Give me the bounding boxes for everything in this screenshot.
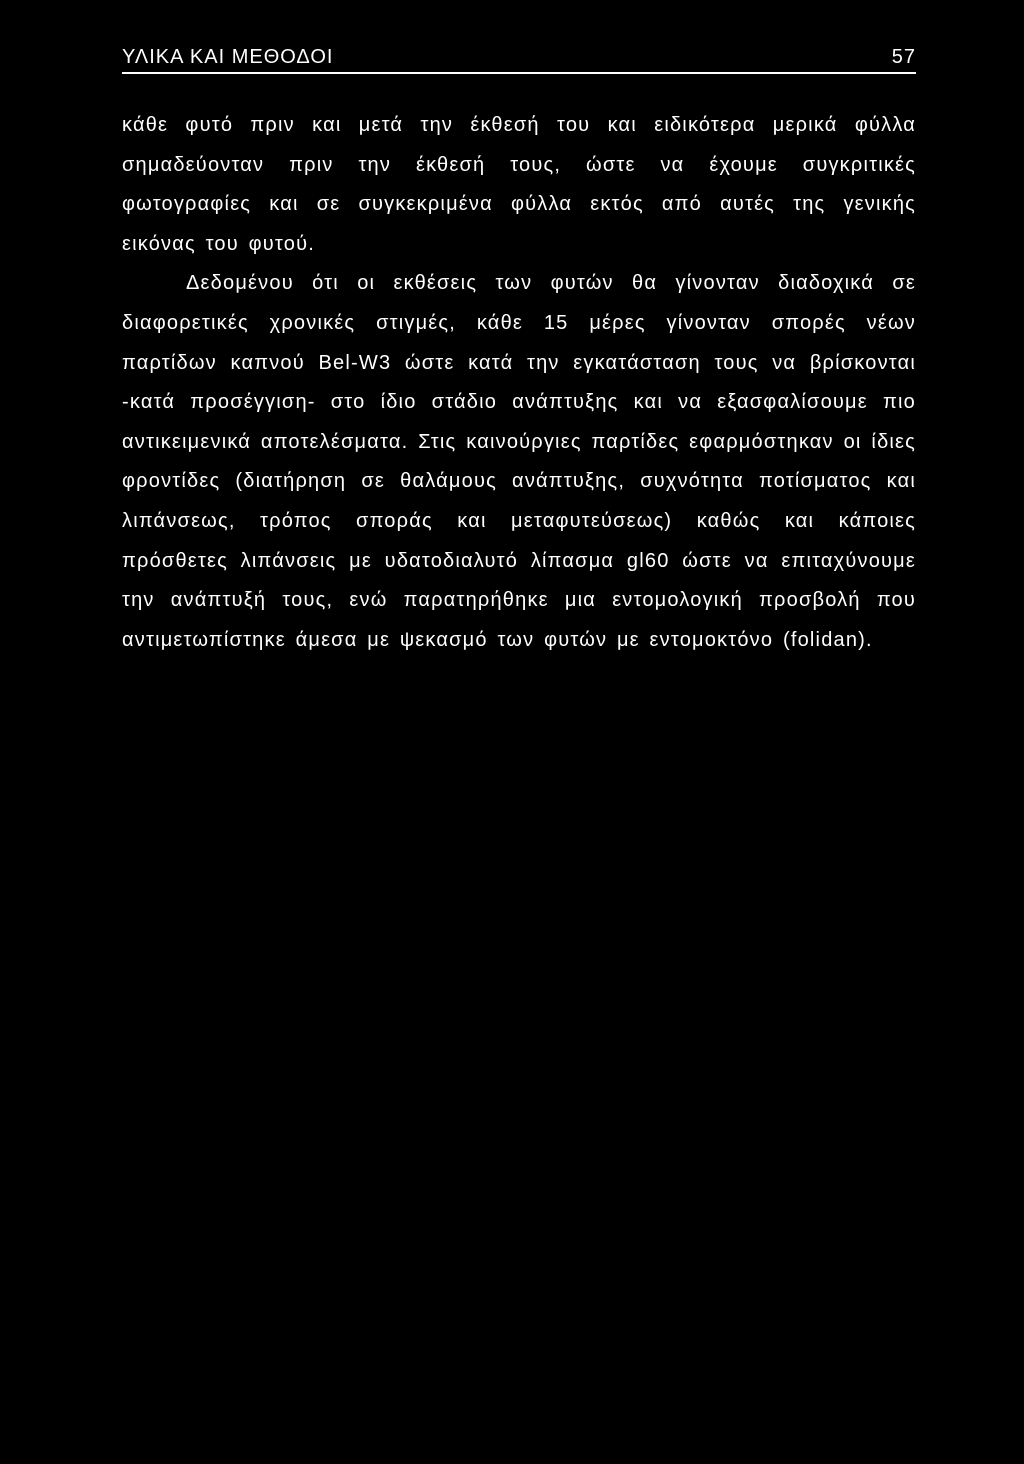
paragraph: Δεδομένου ότι οι εκθέσεις των φυτών θα γίνονταν διαδοχικά σε διαφορετικές χρονικές στιγμές, κάθε 15 μέρες γίνονταν σπορές νέων παρτίδων καπνού Bel-W3 ώστε κατά την εγκατάσταση τους να βρίσκονται -κατά προσέγγιση- στο ίδιο στάδιο ανάπτυξης και να εξασφαλίσουμε πιο αντικειμενικά αποτελέσματα. Στις καινούργιες παρτίδες εφαρμόστηκαν οι ίδιες φροντίδες (διατήρηση σε θαλάμους ανάπτυξης, συχνότητα ποτίσματος και λιπάνσεως, τρόπος σποράς και μεταφυτεύσεως) καθώς και κάποιες πρόσθετες λιπάνσεις με υδατοδιαλυτό λίπασμα gl60 ώστε να επιταχύνουμε την ανάπτυξή τους, ενώ παρατηρήθηκε μια εντομολογική προσβολή που αντιμετωπίστηκε άμεσα με ψεκασμό των φυτών με εντομοκτόνο (folidan). — [122, 272, 916, 651]
running-header — [122, 42, 916, 74]
body-text — [122, 106, 916, 660]
paragraph-continued: κάθε φυτό πριν και μετά την έκθεσή του και ειδικότερα μερικά φύλλα σημαδεύονταν πριν την έκθεσή τους, ώστε να έχουμε συγκριτικές φωτογραφίες και σε συγκεκριμένα φύλλα εκτός από αυτές της γενικής εικόνας του φυτού. — [122, 114, 916, 255]
page-number: 57 — [891, 46, 916, 68]
section-title: ΥΛΙΚΑ ΚΑΙ ΜΕΘΟΔΟΙ — [122, 46, 334, 68]
